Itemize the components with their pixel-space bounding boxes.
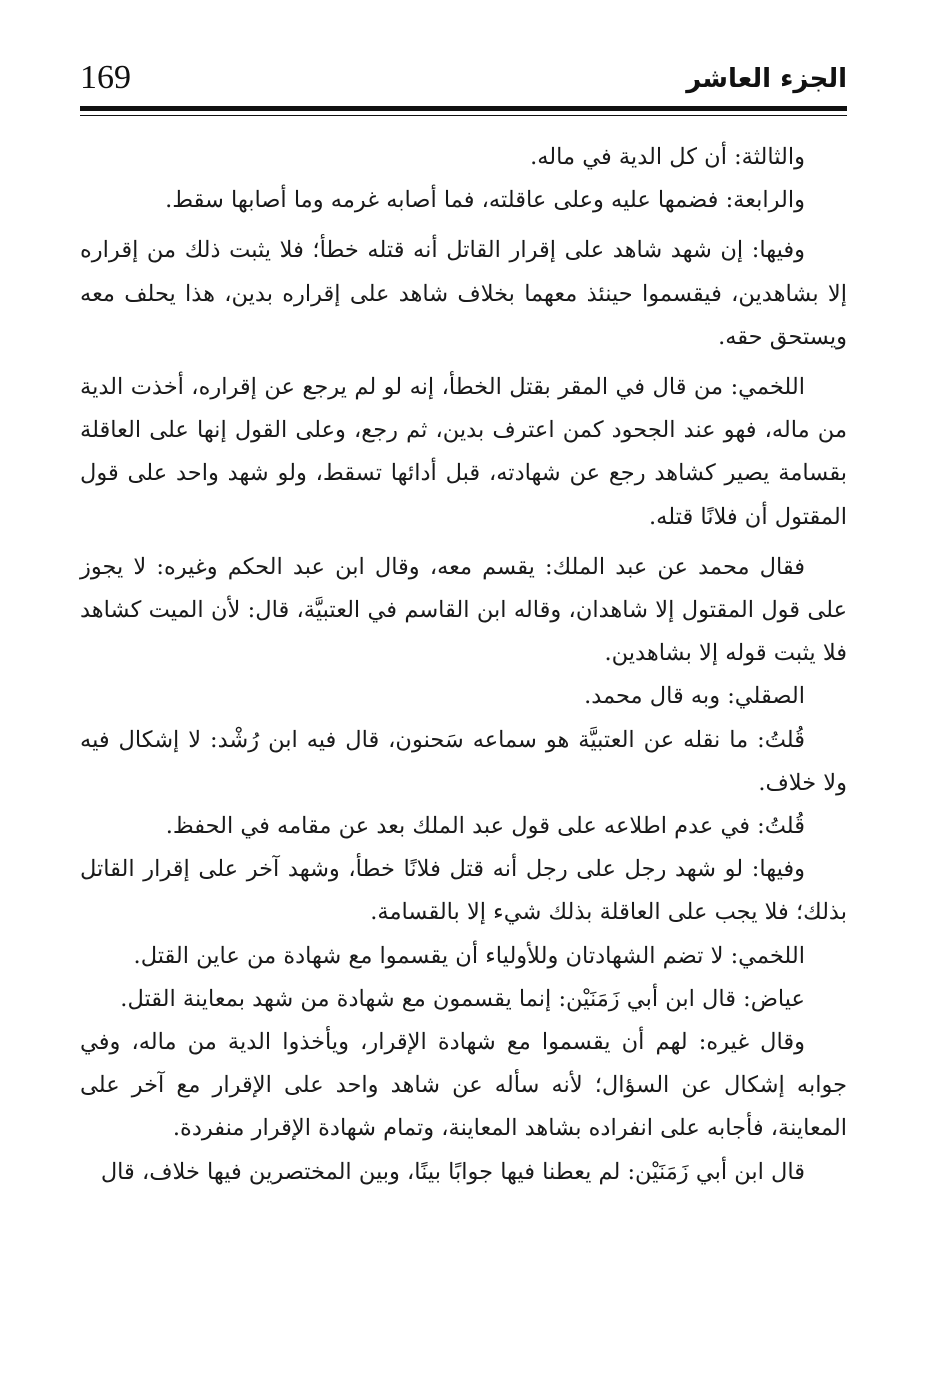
header-rule-thick — [80, 106, 847, 111]
paragraph: وفيها: لو شهد رجل على رجل أنه قتل فلانًا خطأ، وشهد آخر على إقرار القاتل بذلك؛ فلا يجب على العاقلة بذلك شيء إلا بالقسامة. — [80, 856, 847, 926]
page-header — [80, 58, 847, 102]
paragraph: اللخمي: لا تضم الشهادتان وللأولياء أن يقسموا مع شهادة من عاين القتل. — [133, 942, 805, 969]
paragraph: الصقلي: وبه قال محمد. — [584, 683, 805, 710]
body-text — [80, 136, 847, 1194]
paragraph: وقال غيره: لهم أن يقسموا مع شهادة الإقرار، ويأخذوا الدية من ماله، وفي جوابه إشكال عن السؤال؛ لأنه سأله عن شاهد واحد على الإقرار مع آخر على المعاينة، فأجابه على انفراده بشاهد المعاينة، وتمام شهادة الإقرار منفردة. — [80, 1029, 847, 1142]
paragraph: فقال محمد عن عبد الملك: يقسم معه، وقال ابن عبد الحكم وغيره: لا يجوز على قول المقتول إلا شاهدان، وقاله ابن القاسم في العتبيَّة، قال: لأن الميت كشاهد فلا يثبت قوله إلا بشاهدين. — [80, 553, 847, 667]
paragraph: اللخمي: من قال في المقر بقتل الخطأ، إنه لو لم يرجع عن إقراره، أخذت الدية من ماله، فهو عند الجحود كمن اعترف بدين، ثم رجع، وعلى القول إنها على العاقلة بقسامة يصير كشاهد رجع عن شهادته، قبل أدائها تسقط، ولو شهد واحد على قول المقتول أن فلانًا قتله. — [80, 374, 847, 530]
paragraph: والرابعة: فضمها عليه وعلى عاقلته، فما أصابه غرمه وما أصابها سقط. — [165, 187, 805, 214]
paragraph: والثالثة: أن كل الدية في ماله. — [530, 144, 805, 170]
paragraph: وفيها: إن شهد شاهد على إقرار القاتل أنه قتله خطأ؛ فلا يثبت ذلك من إقراره إلا بشاهدين، فيقسموا حينئذ معهما بخلاف شاهد على إقراره بدين، هذا يحلف معه ويستحق حقه. — [80, 237, 847, 350]
paragraph: قُلتُ: في عدم اطلاعه على قول عبد الملك بعد عن مقامه في الحفظ. — [165, 813, 805, 840]
header-rule-thin — [80, 115, 847, 116]
book-page — [80, 0, 847, 1395]
page-number: 169 — [80, 59, 131, 96]
paragraph: قُلتُ: ما نقله عن العتبيَّة هو سماعه سَحنون، قال فيه ابن رُشْد: لا إشكال فيه ولا خلاف. — [80, 726, 847, 796]
paragraph: قال ابن أبي زَمَنَيْن: لم يعطنا فيها جوابًا بينًا، وبين المختصرين فيها خلاف، قال — [100, 1158, 805, 1185]
paragraph: عياض: قال ابن أبي زَمَنَيْن: إنما يقسمون مع شهادة من شهد بمعاينة القتل. — [120, 985, 805, 1012]
running-title: الجزء العاشر — [686, 64, 847, 94]
